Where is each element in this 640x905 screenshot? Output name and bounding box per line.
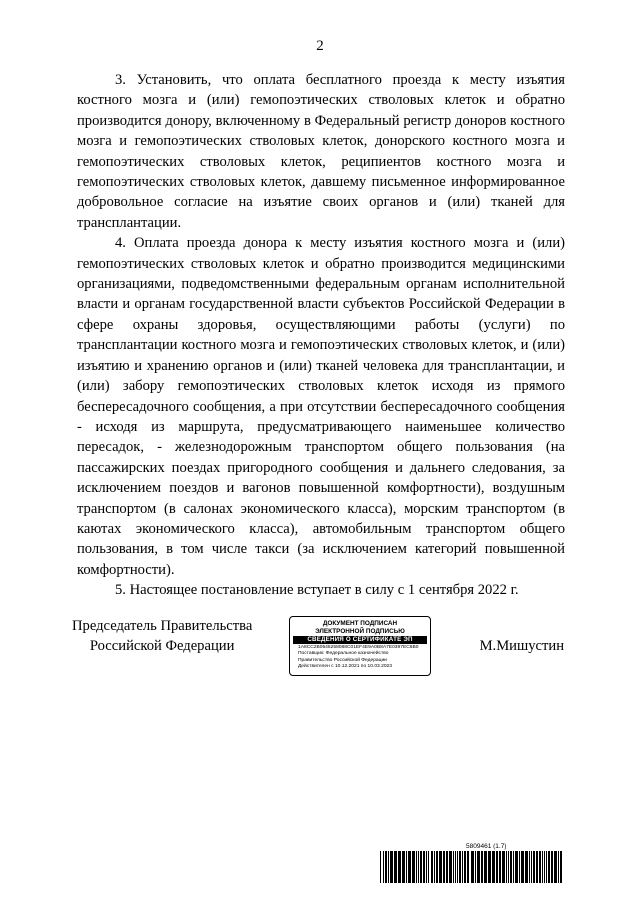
signatory-title (72, 616, 252, 656)
stamp-certificate-id: 1A8CC2B0545258088C01EF4E9A0B8A7E0397EC6B0 (298, 645, 419, 651)
paragraph-3: 3. Установить, что оплата бесплатного проезда к месту изъятия костного мозга и (или) гемопоэтических стволовых клеток и обратно производится донору, включенному в Федеральный регистр доноров костного мозга и гемопоэтических стволовых клеток, донорского костного мозга и гемопоэтических стволовых клеток, реципиентов костного мозга и гемопоэтических стволовых клеток, давшему письменное информированное добровольное согласие на изъятие своих органов и (или) тканей для трансплантации. (77, 72, 565, 231)
signatory-title-line1: Председатель Правительства (72, 618, 253, 634)
signatory-name: М.Мишустин (479, 638, 564, 654)
barcode-number: 5809461 (1.7) (466, 843, 507, 850)
stamp-certificate-bar: СВЕДЕНИЯ О СЕРТИФИКАТЕ ЭП (293, 636, 427, 644)
paragraph-4: 4. Оплата проезда донора к месту изъятия костного мозга и (или) гемопоэтических стволовых клеток и обратно производится медицинскими организациями, подведомственными федеральным органам исполнительной власти и органам государственной власти субъектов Российской Федерации в сфере охраны здоровья, осуществляющими работы (услуги) по трансплантации костного мозга и гемопоэтических стволовых клеток, и (или) изъятию и хранению органов и (или) тканей человека для трансплантации, и (или) забору гемопоэтических стволовых клеток исходя из прямого беспересадочного сообщения, а при отсутствии беспересадочного сообщения - исходя из маршрута, предусматривающего наименьшее количество пересадок, - железнодорожным транспортом общего пользования (на пассажирских поездах пригородного сообщения и дальнего следования, за исключением поездов и вагонов повышенной комфортности), воздушным транспортом (в салонах экономического класса), морским транспортом (в каютах экономического класса), автомобильным транспортом общего пользования, в том числе такси (за исключением категорий повышенной комфортности). (77, 235, 565, 578)
barcode-icon (380, 851, 564, 883)
paragraph-5: 5. Настоящее постановление вступает в силу с 1 сентября 2022 г. (115, 582, 519, 599)
signatory-title-line2: Российской Федерации (89, 638, 235, 654)
electronic-signature-stamp (289, 616, 431, 676)
stamp-heading-line2: ЭЛЕКТРОННОЙ ПОДПИСЬЮ (315, 627, 405, 635)
stamp-validity: Действителен с 10.12.2021 по 10.03.2023 (298, 664, 392, 670)
stamp-owner: Правительство Российской Федерации (298, 657, 387, 663)
stamp-issuer: Поставщик: Федеральное казначейство (298, 651, 389, 657)
page-number: 2 (316, 38, 324, 54)
stamp-heading-line1: ДОКУМЕНТ ПОДПИСАН (322, 620, 398, 627)
stamp-heading (290, 620, 430, 635)
document-body (77, 70, 565, 601)
